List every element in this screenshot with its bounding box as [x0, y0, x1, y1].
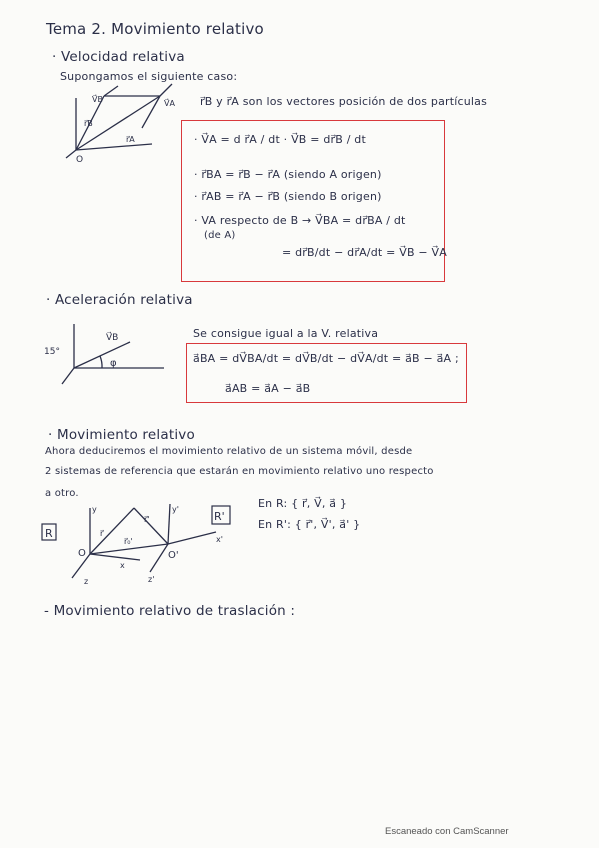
- intro-text: Supongamos el siguiente caso:: [60, 70, 238, 83]
- label-ra: r⃗A: [126, 135, 135, 144]
- label-z: z: [84, 577, 89, 586]
- section-heading-traslacion: - Movimiento relativo de traslación :: [44, 603, 296, 619]
- label-y: y: [92, 505, 97, 514]
- paragraph-line-3: a otro.: [45, 488, 79, 499]
- label-op: O': [168, 550, 179, 561]
- label-frame-rp: R': [214, 510, 225, 523]
- velocity-box: [181, 120, 445, 282]
- accel-line-2: a⃗AB = a⃗A − a⃗B: [225, 382, 311, 395]
- vectors-note: r⃗B y r⃗A son los vectores posición de dos partículas: [200, 95, 488, 108]
- box-line-5: (de A): [204, 230, 236, 241]
- frame-r-line: En R: { r⃗, V⃗, a⃗ }: [258, 497, 348, 510]
- box-line-4: · VA respecto de B → V⃗BA = dr⃗BA / dt: [194, 214, 406, 227]
- label-frame-r: R: [45, 527, 53, 540]
- velocity-diagram: [62, 82, 192, 165]
- label-angle: φ: [110, 358, 117, 369]
- label-o: O: [78, 548, 86, 559]
- label-r: r⃗: [100, 529, 104, 538]
- section-heading-movimiento: · Movimiento relativo: [48, 427, 195, 443]
- label-rb: r⃗B: [84, 119, 93, 128]
- label-vb-2: V⃗B: [106, 333, 119, 343]
- label-x: x: [120, 561, 125, 570]
- frame-rp-line: En R': { r⃗', V⃗', a⃗' }: [258, 518, 361, 531]
- label-vb: V⃗B: [92, 95, 103, 104]
- label-xp: x': [216, 535, 223, 544]
- box-line-6: = dr⃗B/dt − dr⃗A/dt = V⃗B − V⃗A: [282, 246, 447, 259]
- label-left: 15°: [44, 347, 60, 357]
- label-zp: z': [148, 575, 155, 584]
- scanner-footer: Escaneado con CamScanner: [385, 826, 509, 837]
- label-r0: r⃗₀': [124, 537, 133, 546]
- box-line-3: · r⃗AB = r⃗A − r⃗B (siendo B origen): [194, 190, 382, 203]
- label-origin: O: [76, 155, 84, 165]
- accel-line-1: a⃗BA = dV⃗BA/dt = dV⃗B/dt − dV⃗A/dt = a⃗B − a⃗A ;: [193, 352, 459, 365]
- label-yp: y': [172, 505, 179, 514]
- acceleration-diagram: [44, 318, 184, 393]
- reference-frames-diagram: [40, 500, 230, 590]
- label-va: V⃗A: [164, 99, 175, 108]
- page-title: Tema 2. Movimiento relativo: [46, 20, 264, 38]
- acceleration-box: [186, 343, 467, 403]
- section-heading-aceleracion: · Aceleración relativa: [46, 292, 193, 308]
- acceleration-note: Se consigue igual a la V. relativa: [193, 327, 379, 340]
- box-line-1: · V⃗A = d r⃗A / dt · V⃗B = dr⃗B / dt: [194, 133, 366, 146]
- paragraph-line-1: Ahora deduciremos el movimiento relativo de un sistema móvil, desde: [45, 446, 413, 457]
- label-rp: r⃗': [144, 515, 150, 524]
- section-heading-velocidad: · Velocidad relativa: [52, 49, 185, 65]
- paragraph-line-2: 2 sistemas de referencia que estarán en movimiento relativo uno respecto: [45, 466, 434, 477]
- box-line-2: · r⃗BA = r⃗B − r⃗A (siendo A origen): [194, 168, 382, 181]
